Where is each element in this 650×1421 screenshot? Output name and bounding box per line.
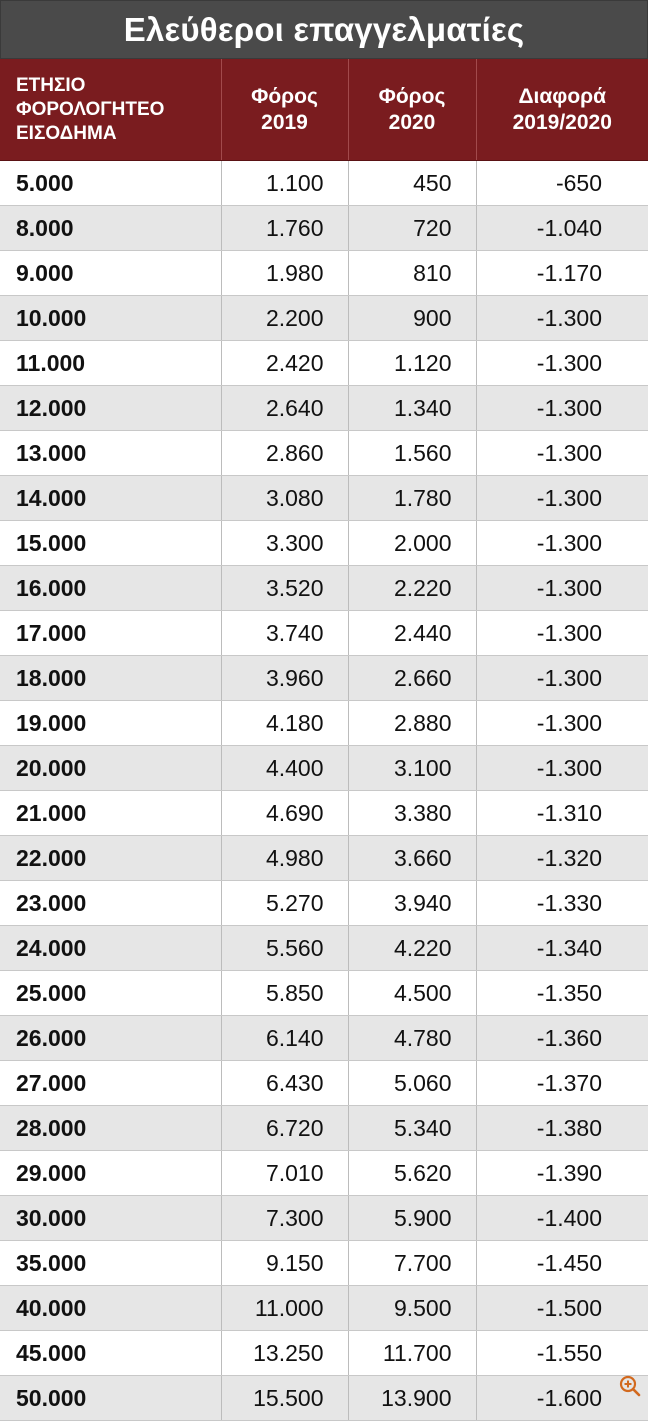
cell-tax-2019: 3.300 xyxy=(221,521,348,566)
table-row xyxy=(0,1376,648,1421)
cell-tax-2020: 2.880 xyxy=(348,701,476,746)
cell-income: 9.000 xyxy=(0,251,221,296)
cell-tax-2020: 720 xyxy=(348,206,476,251)
cell-tax-2020: 3.940 xyxy=(348,881,476,926)
cell-tax-2019: 7.010 xyxy=(221,1151,348,1196)
header-line: 2019 xyxy=(261,110,308,134)
table-row xyxy=(0,836,648,881)
cell-difference: -1.040 xyxy=(476,206,648,251)
table-row xyxy=(0,296,648,341)
cell-difference: -1.380 xyxy=(476,1106,648,1151)
cell-difference: -1.320 xyxy=(476,836,648,881)
cell-difference: -1.300 xyxy=(476,386,648,431)
cell-tax-2019: 11.000 xyxy=(221,1286,348,1331)
cell-tax-2020: 450 xyxy=(348,161,476,206)
cell-difference: -1.300 xyxy=(476,656,648,701)
cell-tax-2019: 6.140 xyxy=(221,1016,348,1061)
cell-income: 28.000 xyxy=(0,1106,221,1151)
cell-tax-2019: 4.180 xyxy=(221,701,348,746)
table-row xyxy=(0,1106,648,1151)
cell-tax-2019: 2.640 xyxy=(221,386,348,431)
cell-income: 22.000 xyxy=(0,836,221,881)
tax-table xyxy=(0,59,648,1421)
cell-difference: -1.300 xyxy=(476,521,648,566)
table-row xyxy=(0,521,648,566)
cell-difference: -1.350 xyxy=(476,971,648,1016)
cell-tax-2020: 2.000 xyxy=(348,521,476,566)
cell-tax-2019: 4.980 xyxy=(221,836,348,881)
cell-difference: -1.500 xyxy=(476,1286,648,1331)
cell-tax-2020: 1.560 xyxy=(348,431,476,476)
cell-tax-2020: 1.340 xyxy=(348,386,476,431)
header-row xyxy=(0,59,648,161)
cell-income: 25.000 xyxy=(0,971,221,1016)
cell-tax-2019: 7.300 xyxy=(221,1196,348,1241)
table-row xyxy=(0,1286,648,1331)
cell-tax-2019: 5.270 xyxy=(221,881,348,926)
header-difference xyxy=(476,59,648,161)
cell-income: 17.000 xyxy=(0,611,221,656)
cell-tax-2019: 5.850 xyxy=(221,971,348,1016)
cell-difference: -1.400 xyxy=(476,1196,648,1241)
cell-tax-2020: 3.660 xyxy=(348,836,476,881)
cell-tax-2020: 4.500 xyxy=(348,971,476,1016)
cell-income: 14.000 xyxy=(0,476,221,521)
cell-difference: -1.300 xyxy=(476,701,648,746)
table-row xyxy=(0,1061,648,1106)
cell-tax-2019: 2.420 xyxy=(221,341,348,386)
table-row xyxy=(0,1016,648,1061)
cell-difference: -1.300 xyxy=(476,431,648,476)
cell-difference: -1.170 xyxy=(476,251,648,296)
table-row xyxy=(0,1331,648,1376)
cell-tax-2020: 5.060 xyxy=(348,1061,476,1106)
cell-difference: -1.300 xyxy=(476,746,648,791)
table-row xyxy=(0,476,648,521)
cell-tax-2020: 2.220 xyxy=(348,566,476,611)
table-row xyxy=(0,971,648,1016)
cell-income: 35.000 xyxy=(0,1241,221,1286)
header-line: Διαφορά xyxy=(518,84,607,108)
table-header xyxy=(0,59,648,161)
table-row xyxy=(0,341,648,386)
cell-difference: -1.300 xyxy=(476,566,648,611)
table-row xyxy=(0,566,648,611)
cell-tax-2020: 1.120 xyxy=(348,341,476,386)
table-row xyxy=(0,791,648,836)
cell-tax-2020: 5.900 xyxy=(348,1196,476,1241)
cell-tax-2019: 3.080 xyxy=(221,476,348,521)
cell-tax-2019: 13.250 xyxy=(221,1331,348,1376)
cell-tax-2019: 3.520 xyxy=(221,566,348,611)
header-line: Φόρος xyxy=(378,84,446,108)
header-tax-2019 xyxy=(221,59,348,161)
cell-tax-2019: 3.960 xyxy=(221,656,348,701)
cell-tax-2019: 6.430 xyxy=(221,1061,348,1106)
cell-tax-2019: 1.100 xyxy=(221,161,348,206)
cell-tax-2019: 4.400 xyxy=(221,746,348,791)
cell-difference: -1.300 xyxy=(476,341,648,386)
cell-tax-2020: 4.780 xyxy=(348,1016,476,1061)
cell-tax-2020: 4.220 xyxy=(348,926,476,971)
table-row xyxy=(0,1151,648,1196)
cell-income: 29.000 xyxy=(0,1151,221,1196)
cell-tax-2019: 1.760 xyxy=(221,206,348,251)
cell-difference: -1.300 xyxy=(476,296,648,341)
table-row xyxy=(0,161,648,206)
header-tax-2020 xyxy=(348,59,476,161)
cell-tax-2019: 1.980 xyxy=(221,251,348,296)
cell-difference: -650 xyxy=(476,161,648,206)
cell-tax-2020: 11.700 xyxy=(348,1331,476,1376)
cell-tax-2019: 2.860 xyxy=(221,431,348,476)
cell-tax-2020: 5.620 xyxy=(348,1151,476,1196)
table-row xyxy=(0,611,648,656)
cell-income: 16.000 xyxy=(0,566,221,611)
cell-income: 23.000 xyxy=(0,881,221,926)
table-row xyxy=(0,656,648,701)
cell-income: 45.000 xyxy=(0,1331,221,1376)
cell-income: 27.000 xyxy=(0,1061,221,1106)
table-row xyxy=(0,1241,648,1286)
cell-tax-2019: 3.740 xyxy=(221,611,348,656)
table-row xyxy=(0,206,648,251)
cell-income: 20.000 xyxy=(0,746,221,791)
cell-tax-2020: 2.440 xyxy=(348,611,476,656)
cell-difference: -1.340 xyxy=(476,926,648,971)
table-row xyxy=(0,1196,648,1241)
table-row xyxy=(0,701,648,746)
table-row xyxy=(0,431,648,476)
cell-income: 26.000 xyxy=(0,1016,221,1061)
table-row xyxy=(0,251,648,296)
table-row xyxy=(0,926,648,971)
cell-tax-2020: 3.380 xyxy=(348,791,476,836)
cell-income: 10.000 xyxy=(0,296,221,341)
cell-tax-2019: 6.720 xyxy=(221,1106,348,1151)
cell-tax-2020: 3.100 xyxy=(348,746,476,791)
cell-tax-2020: 2.660 xyxy=(348,656,476,701)
cell-income: 8.000 xyxy=(0,206,221,251)
cell-tax-2019: 9.150 xyxy=(221,1241,348,1286)
header-line: ΦΟΡΟΛΟΓΗΤΕΟ xyxy=(16,98,165,120)
cell-difference: -1.300 xyxy=(476,611,648,656)
header-line: Φόρος xyxy=(251,84,318,108)
cell-tax-2019: 15.500 xyxy=(221,1376,348,1421)
table-row xyxy=(0,881,648,926)
header-line: ΕΤΗΣΙΟ xyxy=(16,74,86,96)
header-line: 2020 xyxy=(388,110,436,134)
header-line: ΕΙΣΟΔΗΜΑ xyxy=(16,122,117,144)
cell-tax-2020: 1.780 xyxy=(348,476,476,521)
cell-difference: -1.310 xyxy=(476,791,648,836)
cell-difference: -1.390 xyxy=(476,1151,648,1196)
cell-difference: -1.300 xyxy=(476,476,648,521)
cell-difference: -1.550 xyxy=(476,1331,648,1376)
cell-difference: -1.600 xyxy=(476,1376,648,1421)
table-row xyxy=(0,386,648,431)
cell-income: 18.000 xyxy=(0,656,221,701)
cell-tax-2020: 5.340 xyxy=(348,1106,476,1151)
cell-income: 13.000 xyxy=(0,431,221,476)
cell-income: 30.000 xyxy=(0,1196,221,1241)
cell-income: 19.000 xyxy=(0,701,221,746)
cell-income: 5.000 xyxy=(0,161,221,206)
table-row xyxy=(0,746,648,791)
cell-income: 40.000 xyxy=(0,1286,221,1331)
cell-tax-2020: 810 xyxy=(348,251,476,296)
cell-tax-2019: 2.200 xyxy=(221,296,348,341)
cell-income: 24.000 xyxy=(0,926,221,971)
cell-tax-2019: 4.690 xyxy=(221,791,348,836)
cell-difference: -1.450 xyxy=(476,1241,648,1286)
cell-difference: -1.360 xyxy=(476,1016,648,1061)
cell-income: 12.000 xyxy=(0,386,221,431)
cell-income: 21.000 xyxy=(0,791,221,836)
zoom-in-icon[interactable] xyxy=(618,1374,642,1398)
cell-tax-2020: 13.900 xyxy=(348,1376,476,1421)
cell-income: 11.000 xyxy=(0,341,221,386)
header-income xyxy=(0,59,221,161)
cell-income: 50.000 xyxy=(0,1376,221,1421)
cell-income: 15.000 xyxy=(0,521,221,566)
cell-difference: -1.330 xyxy=(476,881,648,926)
header-line: 2019/2020 xyxy=(512,110,612,134)
table-body xyxy=(0,161,648,1421)
table-title: Ελεύθεροι επαγγελματίες xyxy=(0,0,648,59)
cell-tax-2020: 9.500 xyxy=(348,1286,476,1331)
cell-tax-2019: 5.560 xyxy=(221,926,348,971)
cell-difference: -1.370 xyxy=(476,1061,648,1106)
cell-tax-2020: 7.700 xyxy=(348,1241,476,1286)
cell-tax-2020: 900 xyxy=(348,296,476,341)
